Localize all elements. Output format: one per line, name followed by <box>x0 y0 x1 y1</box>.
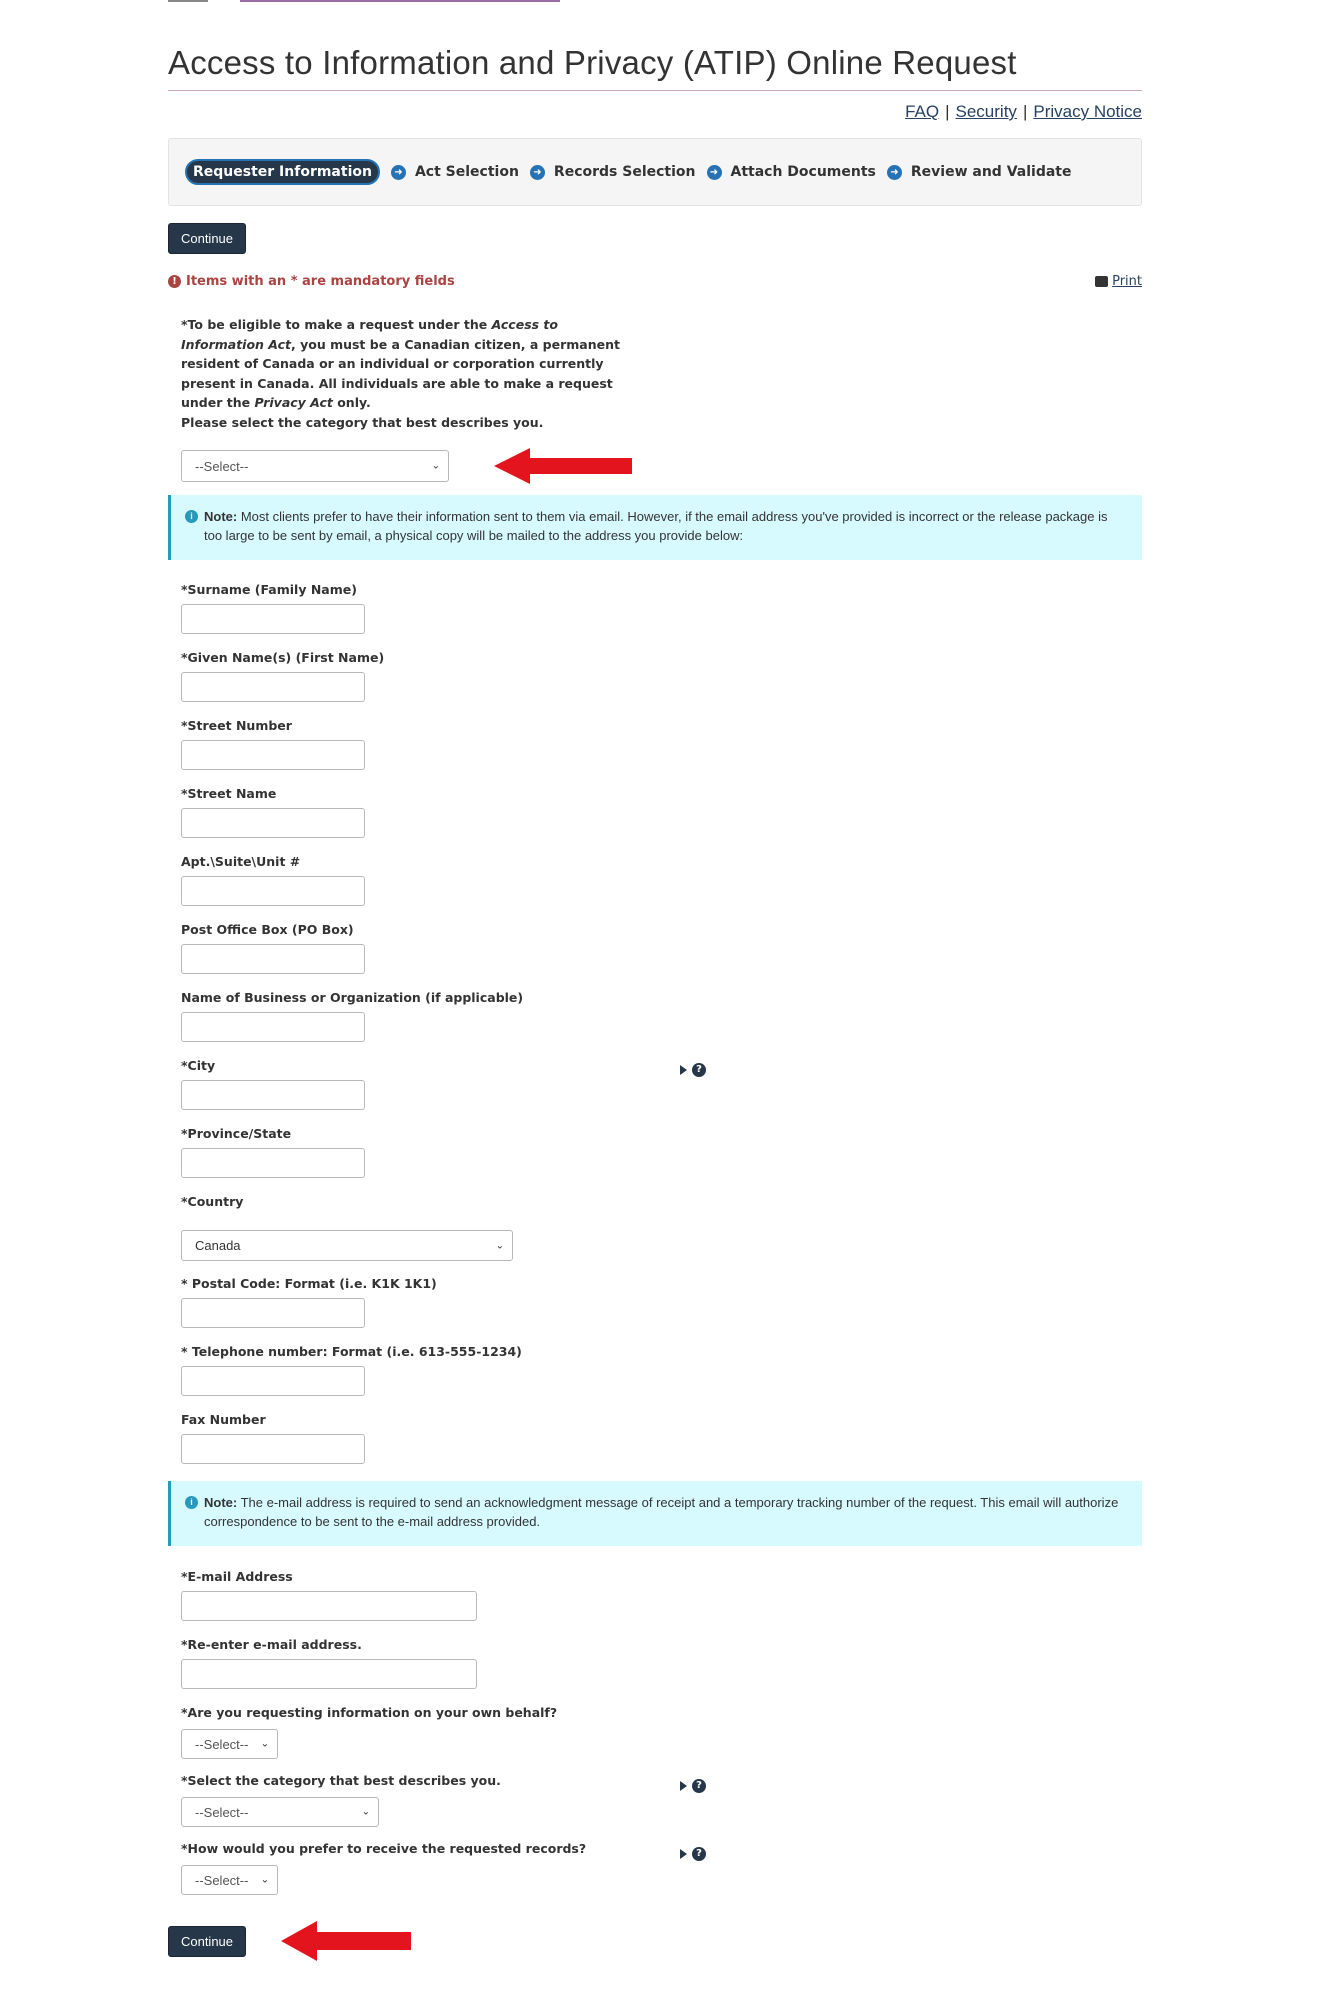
breadcrumb-fragment <box>168 0 208 2</box>
breadcrumb-link-fragment <box>240 0 560 2</box>
expand-triangle-icon <box>680 1065 687 1075</box>
city-help-toggle[interactable] <box>680 1063 706 1077</box>
receive-method-label: *How would you prefer to receive the requested records? <box>181 1841 587 1856</box>
street-name-input[interactable] <box>181 808 365 838</box>
po-box-input[interactable] <box>181 944 365 974</box>
select-value: --Select-- <box>195 1736 249 1752</box>
intro-act-name: Access to Information Act <box>181 317 558 352</box>
eligibility-intro <box>181 315 641 432</box>
province-state-label: *Province/State <box>181 1126 292 1141</box>
receive-method-select[interactable] <box>181 1865 278 1895</box>
street-number-label: *Street Number <box>181 718 292 733</box>
faq-link[interactable]: FAQ <box>905 102 940 121</box>
requester-category-select[interactable] <box>181 1797 379 1827</box>
chevron-down-icon: ⌄ <box>260 1874 269 1886</box>
surname-label: *Surname (Family Name) <box>181 582 357 597</box>
note-email-info <box>168 1481 1142 1546</box>
info-icon: i <box>185 510 198 523</box>
expand-triangle-icon <box>680 1781 687 1791</box>
continue-button-bottom[interactable]: Continue <box>168 1926 246 1957</box>
title-divider <box>168 90 1142 91</box>
telephone-input[interactable] <box>181 1366 365 1396</box>
printer-icon <box>1095 276 1108 287</box>
surname-input[interactable] <box>181 604 365 634</box>
arrow-right-icon: ➜ <box>391 165 406 180</box>
telephone-label: * Telephone number: Format (i.e. 613-555-1234) <box>181 1344 522 1359</box>
privacy-notice-link[interactable]: Privacy Notice <box>1033 102 1142 121</box>
info-icon: i <box>185 1496 198 1509</box>
intro-text: , you must be a Canadian citizen, a permanent resident of Canada or an individual or corporation currently present in Canada. All individuals are able to make a request under the <box>181 336 620 410</box>
given-name-input[interactable] <box>181 672 365 702</box>
step-requester-information[interactable]: Requester Information <box>185 159 380 185</box>
business-name-label: Name of Business or Organization (if applicable) <box>181 990 524 1005</box>
intro-text: only. <box>332 395 371 410</box>
arrow-right-icon: ➜ <box>530 165 545 180</box>
select-value: --Select-- <box>195 458 249 474</box>
security-link[interactable]: Security <box>955 102 1017 121</box>
select-value: --Select-- <box>195 1872 249 1888</box>
chevron-down-icon: ⌄ <box>260 1738 269 1750</box>
postal-code-input[interactable] <box>181 1298 365 1328</box>
postal-code-label: * Postal Code: Format (i.e. K1K 1K1) <box>181 1276 437 1291</box>
link-separator: | <box>1022 102 1028 121</box>
chevron-down-icon: ⌄ <box>431 460 440 472</box>
street-name-label: *Street Name <box>181 786 277 801</box>
category-help-toggle[interactable] <box>680 1779 706 1793</box>
email-input[interactable] <box>181 1591 477 1621</box>
arrow-right-icon: ➜ <box>707 165 722 180</box>
note-label: Note: <box>204 509 238 524</box>
own-behalf-select[interactable] <box>181 1729 278 1759</box>
apt-suite-unit-label: Apt.\Suite\Unit # <box>181 854 301 869</box>
step-act-selection[interactable]: Act Selection <box>414 164 519 180</box>
progress-stepper <box>168 138 1142 206</box>
po-box-label: Post Office Box (PO Box) <box>181 922 354 937</box>
question-icon: ? <box>692 1779 706 1793</box>
select-value: Canada <box>195 1238 241 1253</box>
intro-act-name: Privacy Act <box>254 395 333 410</box>
note-delivery-info <box>168 495 1142 560</box>
question-icon: ? <box>692 1063 706 1077</box>
annotation-arrow-icon <box>494 446 634 486</box>
business-name-input[interactable] <box>181 1012 365 1042</box>
annotation-arrow-icon <box>281 1919 413 1963</box>
top-links <box>905 102 1142 122</box>
reenter-email-label: *Re-enter e-mail address. <box>181 1637 362 1652</box>
page-title: Access to Information and Privacy (ATIP) Online Request <box>168 44 1017 81</box>
continue-button-top[interactable]: Continue <box>168 223 246 254</box>
link-separator: | <box>945 102 950 121</box>
step-attach-documents[interactable]: Attach Documents <box>730 164 876 180</box>
mandatory-notice <box>168 274 455 289</box>
select-value: --Select-- <box>195 1804 249 1820</box>
receive-help-toggle[interactable] <box>680 1847 706 1861</box>
intro-text: *To be eligible to make a request under the <box>181 317 492 332</box>
eligibility-category-select[interactable] <box>181 450 449 482</box>
chevron-down-icon: ⌄ <box>361 1806 370 1818</box>
exclamation-icon: ! <box>168 275 181 288</box>
email-label: *E-mail Address <box>181 1569 293 1584</box>
question-icon: ? <box>692 1847 706 1861</box>
own-behalf-label: *Are you requesting information on your own behalf? <box>181 1705 558 1720</box>
requester-category-label: *Select the category that best describes you. <box>181 1773 501 1788</box>
country-select[interactable] <box>181 1230 513 1261</box>
note-label: Note: <box>204 1495 238 1510</box>
reenter-email-input[interactable] <box>181 1659 477 1689</box>
note-text: Most clients prefer to have their information sent to them via email. However, if the email address you've provided is incorrect or the release package is too large to be sent by email, a physical copy will be mailed to the address you provide below: <box>204 509 1108 543</box>
arrow-right-icon: ➜ <box>887 165 902 180</box>
step-review-and-validate[interactable]: Review and Validate <box>910 164 1072 180</box>
print-link-group[interactable] <box>1095 274 1142 289</box>
city-label: *City <box>181 1058 216 1073</box>
step-records-selection[interactable]: Records Selection <box>553 164 696 180</box>
country-label: *Country <box>181 1194 244 1209</box>
mandatory-notice-text: Items with an * are mandatory fields <box>186 274 455 289</box>
intro-instruction: Please select the category that best describes you. <box>181 414 544 430</box>
given-name-label: *Given Name(s) (First Name) <box>181 650 385 665</box>
print-link[interactable]: Print <box>1112 274 1142 289</box>
apt-suite-unit-input[interactable] <box>181 876 365 906</box>
note-text: The e-mail address is required to send an acknowledgment message of receipt and a temporary tracking number of the request. This email will authorize correspondence to be sent to the e-mail address provided. <box>204 1495 1119 1529</box>
fax-label: Fax Number <box>181 1412 266 1427</box>
province-state-input[interactable] <box>181 1148 365 1178</box>
fax-input[interactable] <box>181 1434 365 1464</box>
chevron-down-icon: ⌄ <box>495 1240 504 1251</box>
expand-triangle-icon <box>680 1849 687 1859</box>
street-number-input[interactable] <box>181 740 365 770</box>
city-input[interactable] <box>181 1080 365 1110</box>
